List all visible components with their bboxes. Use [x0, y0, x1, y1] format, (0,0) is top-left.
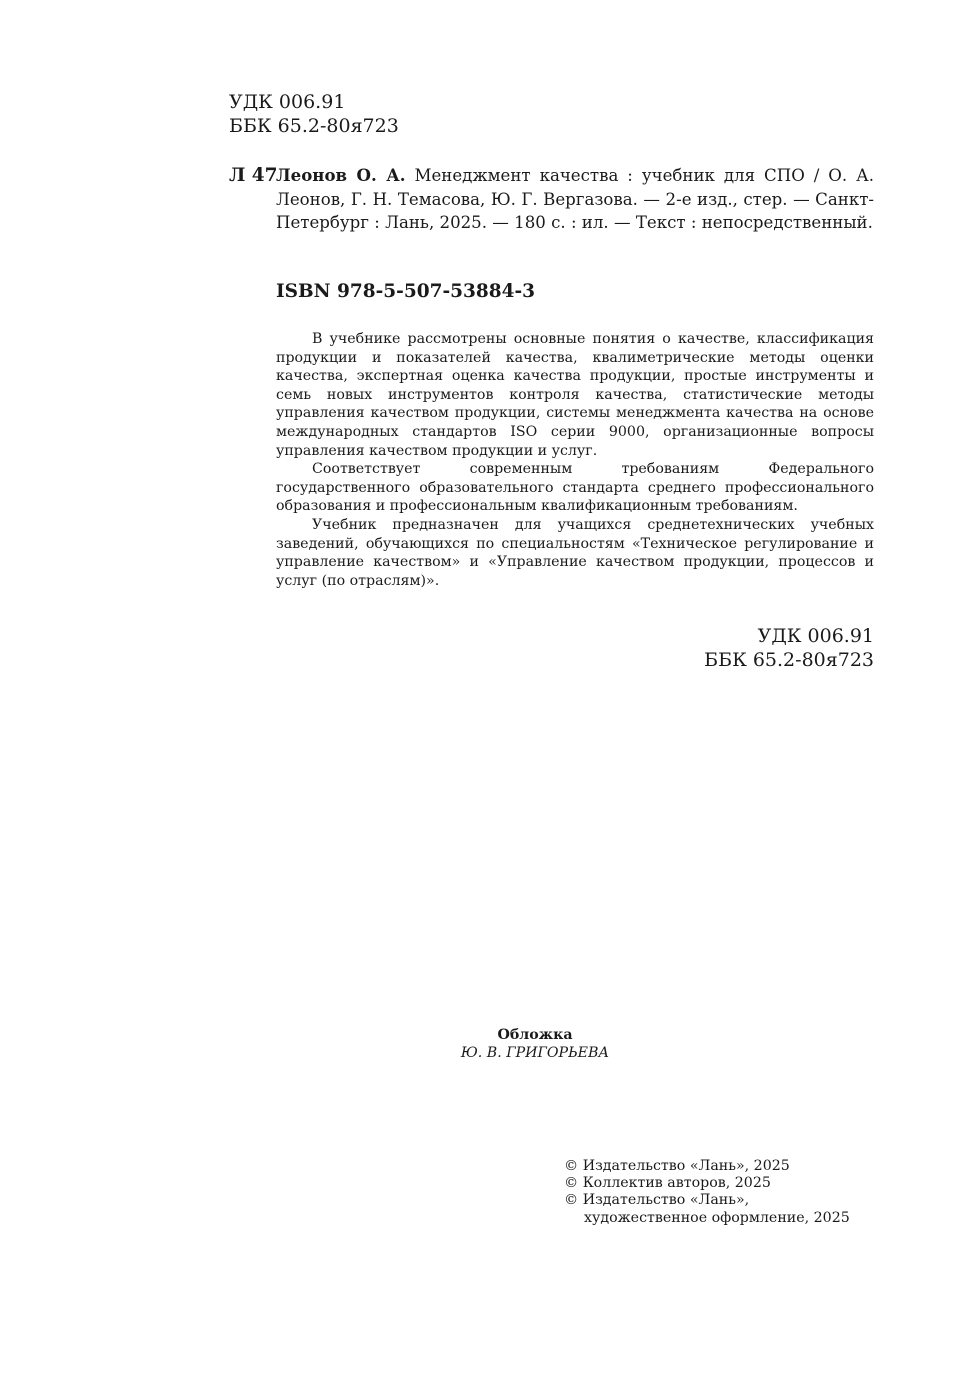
cover-label: Обложка: [497, 1027, 573, 1043]
classification-bottom: [560, 624, 874, 672]
bibliographic-record: [276, 164, 874, 235]
classification-top: [229, 90, 399, 138]
udk-code: УДК 006.91: [229, 91, 346, 113]
annotation-paragraph: Учебник предназначен для учащихся среднетехнических учебных заведений, обучающихся по специальностям «Техническое регулирование и управление качеством» и «Управление качеством продукции, процессов и услуг (по отраслям)».: [276, 516, 874, 589]
bbk-code: ББК 65.2-80я723: [229, 115, 399, 137]
isbn-number: ISBN 978-5-507-53884-3: [276, 281, 536, 302]
copyright-line: художественное оформление, 2025: [584, 1209, 850, 1226]
copyright-line: © Издательство «Лань»,: [564, 1192, 750, 1209]
bibliographic-description: Менеджмент качества : учебник для СПО / О. А. Леонов, Г. Н. Темасова, Ю. Г. Вергазова. — 2-е изд., стер. — Санкт-Петербург : Лань, 2025. — 180 с. : ил. — Текст : непосредственный.: [276, 166, 874, 232]
copyright-line: © Коллектив авторов, 2025: [564, 1175, 771, 1192]
author-name: Леонов О. А.: [276, 165, 406, 185]
cover-designer: Ю. В. ГРИГОРЬЕВА: [460, 1045, 610, 1061]
cover-credit: [380, 1026, 690, 1062]
author-cipher: Л 47: [229, 165, 278, 186]
annotation-paragraph: В учебнике рассмотрены основные понятия о качестве, классификация продукции и показателей качества, квалиметрические методы оценки качества, экспертная оценка качества продукции, простые инструменты и семь новых инструментов контроля качества, статистические методы управления качеством продукции, системы менеджмента качества на основе международных стандартов ISO серии 9000, организационные вопросы управления качеством продукции и услуг.: [276, 331, 874, 459]
bbk-code: ББК 65.2-80я723: [704, 649, 874, 671]
annotation: [276, 330, 874, 590]
udk-code: УДК 006.91: [757, 625, 874, 647]
copyright-block: [564, 1158, 884, 1227]
copyright-line: © Издательство «Лань», 2025: [564, 1158, 790, 1174]
annotation-paragraph: Соответствует современным требованиям Федерального государственного образовательного стандарта среднего профессионального образования и профессиональным квалификационным требованиям.: [276, 461, 874, 515]
